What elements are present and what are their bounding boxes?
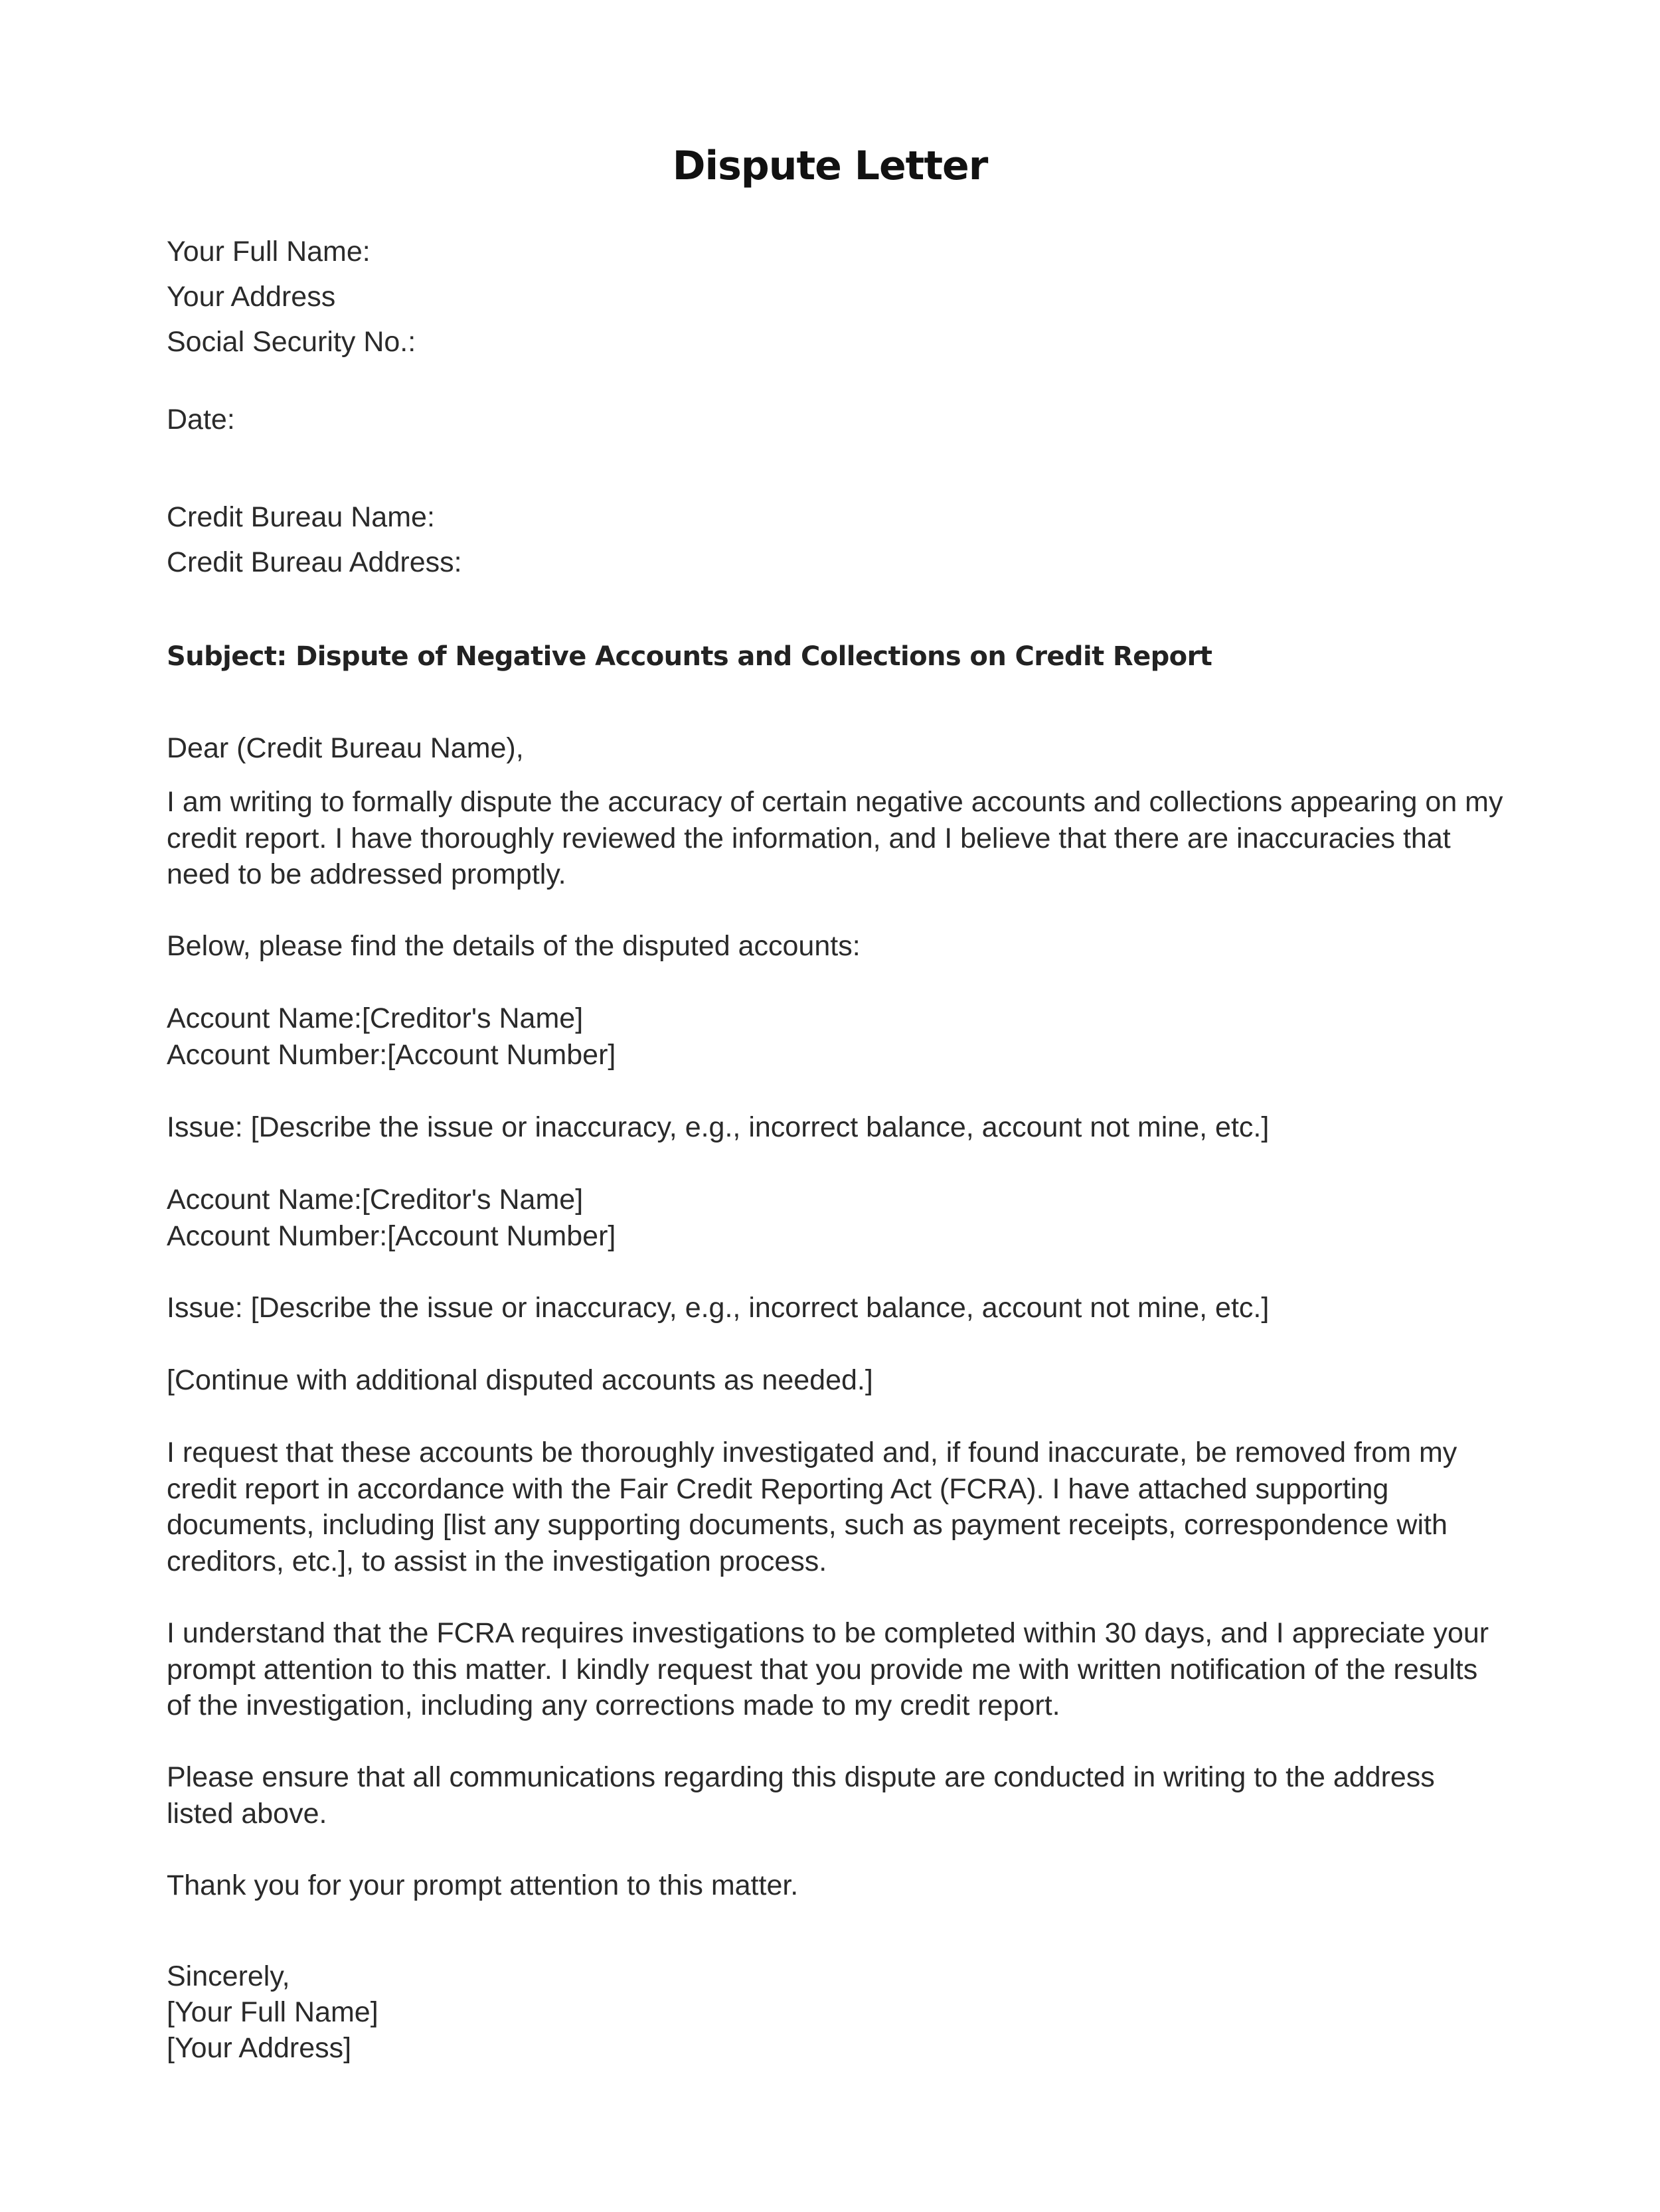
account-1-issue: Issue: [Describe the issue or inaccuracy, e.g., incorrect balance, account not mine, etc.] <box>167 1111 1270 1143</box>
sender-address-label: Your Address <box>167 281 336 313</box>
sender-ssn-label: Social Security No.: <box>167 326 416 358</box>
fcra-paragraph: I understand that the FCRA requires investigations to be completed within 30 days, and I appreciate your prompt attention to this matter. I kindly request that you provide me with written notification of the results of the investigation, including any corrections made to my credit report. <box>167 1617 1489 1721</box>
sender-full-name-label: Your Full Name: <box>167 236 371 268</box>
account-1-number: Account Number:[Account Number] <box>167 1039 616 1071</box>
signature-address-placeholder: [Your Address] <box>167 2032 352 2064</box>
page-title: Dispute Letter <box>672 143 988 189</box>
account-2-name: Account Name:[Creditor's Name] <box>167 1184 584 1216</box>
details-intro: Below, please find the details of the disputed accounts: <box>167 930 861 962</box>
date-label: Date: <box>167 404 235 435</box>
account-1-name: Account Name:[Creditor's Name] <box>167 1002 584 1034</box>
account-2-number: Account Number:[Account Number] <box>167 1220 616 1252</box>
subject-line: Subject: Dispute of Negative Accounts and Collections on Credit Report <box>167 641 1212 672</box>
thanks-line: Thank you for your prompt attention to this matter. <box>167 1869 799 1901</box>
bureau-name-label: Credit Bureau Name: <box>167 501 435 533</box>
account-2-issue: Issue: [Describe the issue or inaccuracy, e.g., incorrect balance, account not mine, etc.] <box>167 1292 1270 1324</box>
intro-paragraph: I am writing to formally dispute the accuracy of certain negative accounts and collections appearing on my credit report. I have thoroughly reviewed the information, and I believe that there are inaccuracies that need to be addressed promptly. <box>167 786 1503 890</box>
continue-note: [Continue with additional disputed accounts as needed.] <box>167 1364 873 1396</box>
request-paragraph: I request that these accounts be thoroughly investigated and, if found inaccurate, be removed from my credit report in accordance with the Fair Credit Reporting Act (FCRA). I have attached supporting documents, including [list any supporting documents, such as payment receipts, correspondence with creditors, etc.], to assist in the investigation process. <box>167 1437 1457 1577</box>
salutation: Dear (Credit Bureau Name), <box>167 732 524 764</box>
communications-paragraph: Please ensure that all communications regarding this dispute are conducted in writing to the address listed above. <box>167 1761 1435 1830</box>
signature-name-placeholder: [Your Full Name] <box>167 1996 378 2028</box>
bureau-address-label: Credit Bureau Address: <box>167 546 462 578</box>
sign-off: Sincerely, <box>167 1960 290 1992</box>
